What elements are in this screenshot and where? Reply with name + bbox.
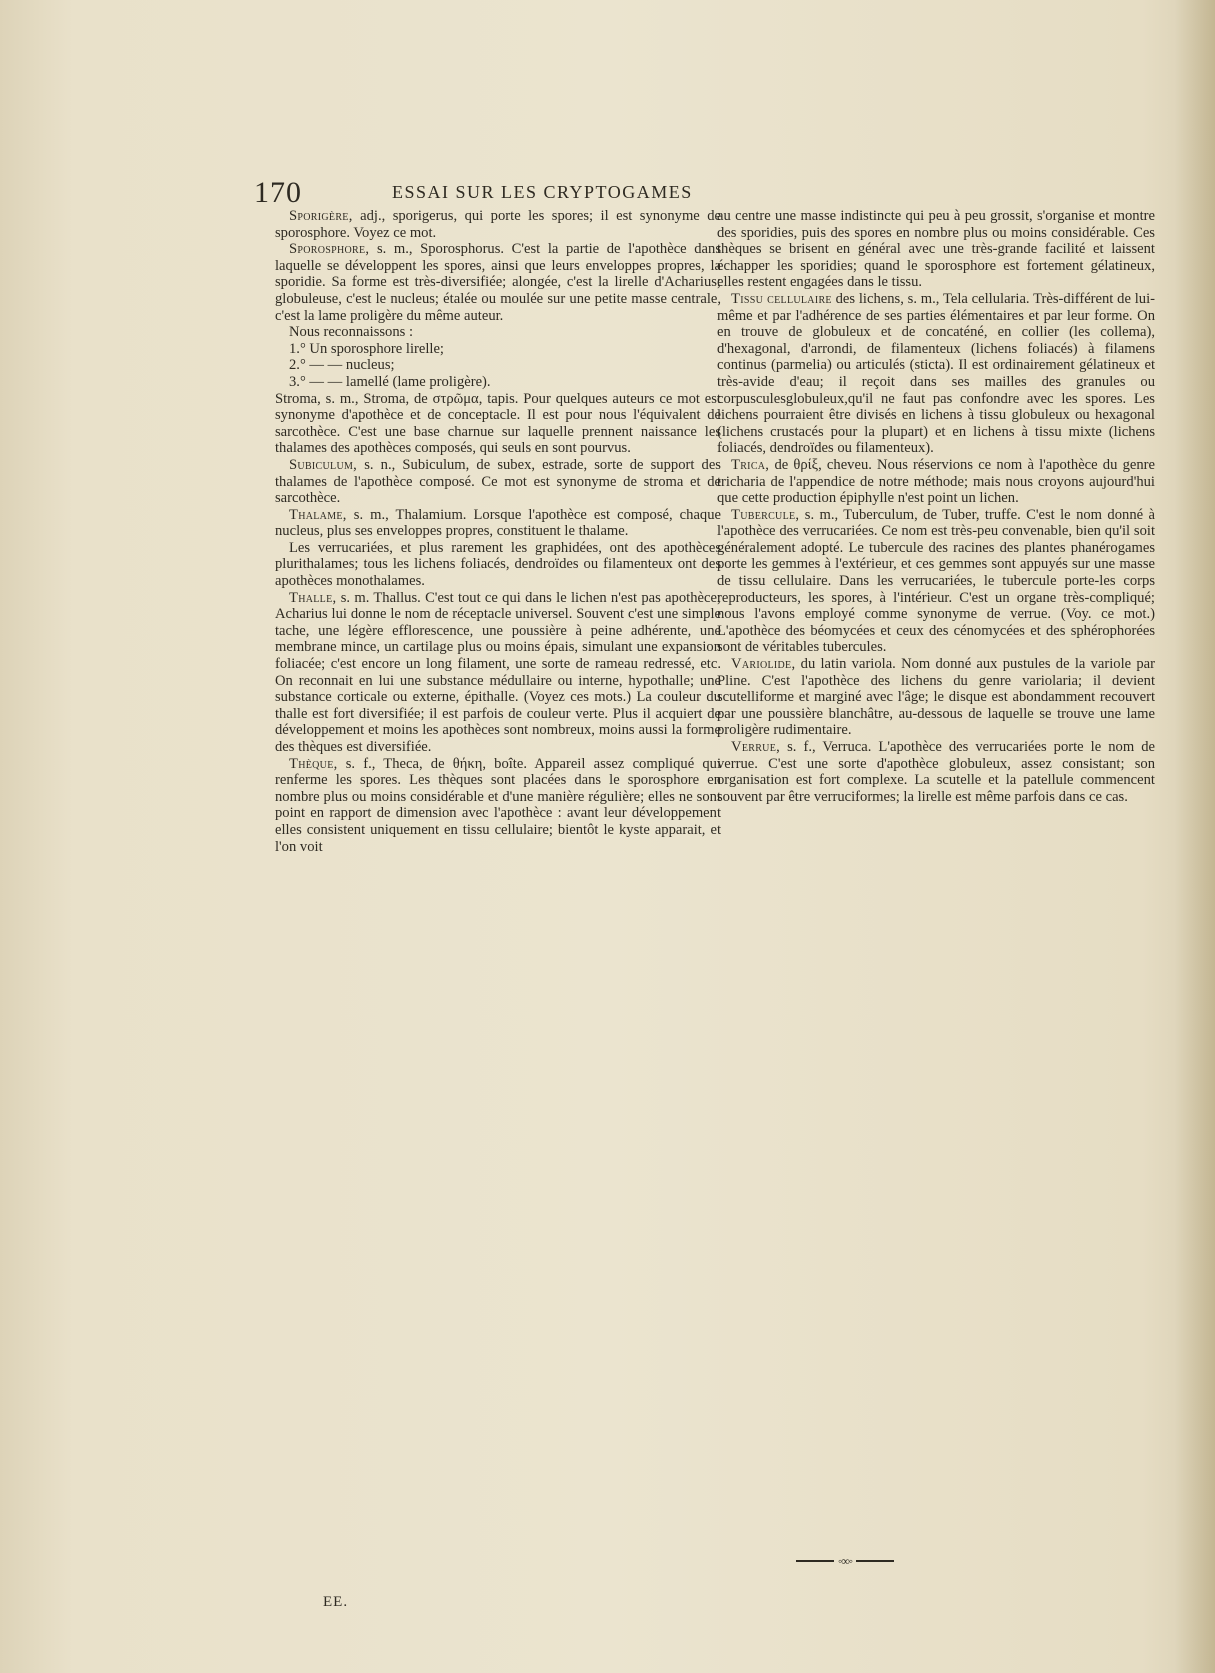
entry-body: s. m., Tuberculum, de Tuber, truffe. C'est le nom donné à l'apothèce des verrucariées. Ce nom est très-peu convenable, bien qu'il soit généralement adopté. Le tubercule des racines des plantes phanérogames porte les gemmes à l'extérieur, et ces gemmes sont appuyés sur une masse de tissu cellulaire. Dans les verrucariées, le tubercule porte-les corps reproducteurs, les spores, à l'intérieur. C'est un organe très-compliqué; nous l'avons employé comme synonyme de verrue. (Voy. ce mot.) L'apothèce des béomycées et ceux des cénomycées et des sphérophorées sont de véritables tubercules.	[717, 506, 1155, 656]
entry-term: Thalame,	[289, 506, 347, 523]
entry-body: s. m., Sporosphorus. C'est la partie de l'apothèce dans laquelle se développent les spores, ainsi que leurs enveloppes propres, la sporidie. Sa forme est très-diversifiée; alongée, c'est la lirelle d'Acharius; globuleuse, c'est le nucleus; étalée ou moulée sur une petite masse centrale, c'est la lame proligère du même auteur.	[275, 241, 721, 324]
entry-thalame	[275, 507, 721, 540]
entry-body: Nous reconnaissons :	[289, 324, 414, 341]
page-number: 170	[254, 176, 302, 209]
paragraph	[717, 208, 1155, 291]
entry-tissu-cellulaire	[717, 291, 1155, 457]
entry-body: Les verrucariées, et plus rarement les graphidées, ont des apothèces plurithalames; tous les lichens foliacés, dendroïdes ou filamenteux ont des apothèces monothalames.	[275, 539, 721, 590]
list-item: 2.° — — nucleus;	[289, 357, 395, 374]
entry-term: Subiculum,	[289, 456, 358, 473]
entry-term: Variolide,	[731, 656, 796, 673]
entry-term: Tissu cellulaire	[731, 290, 832, 307]
entry-verrue	[717, 739, 1155, 805]
entry-body: des lichens, s. m., Tela cellularia. Très-différent de lui-même et par l'adhérence de ses parties élémentaires et par leur forme. On en trouve de globuleux et de concaténé, en collier (les collema), d'hexagonal, d'arrondi, de filamenteux (lichens foliacés) à filamens continus (parmelia) ou articulés (sticta). Il est ordinairement gélatineux et très-avide d'eau; il reçoit dans ses mailles des granules ou corpusculesglobuleux,qu'il ne faut pas confondre avec les spores. Les lichens pourraient être divisés en lichens à tissu globuleux ou hexagonal (lichens crustacés pour la plupart) et en lichens à tissu mixte (lichens foliacés, dendroïdes ou filamenteux).	[717, 290, 1155, 457]
entry-body: Stroma, s. m., Stroma, de στρῶμα, tapis. Pour quelques auteurs ce mot est synonyme d'apothèce et de conceptacle. Il est pour nous l'équivalent de sarcothèce. C'est une base charnue sur laquelle prennent naissance les thalames des apothèces composés, qui seuls en sont pourvus.	[275, 390, 721, 457]
entry-term: Verrue,	[731, 739, 781, 755]
entry-term: Sporigère,	[289, 208, 353, 224]
entry-subiculum	[275, 457, 721, 507]
ornament-icon: ◦∞◦	[837, 1553, 853, 1568]
paragraph	[275, 324, 721, 341]
printer-signature: EE.	[323, 1594, 349, 1610]
entry-body: s. f., Verruca. L'apothèce des verrucariées porte le nom de verrue. C'est une sorte d'apothèce globuleux, assez consistant; son organisation est fort complexe. La scutelle et la patellule commencent souvent par être verruciformes; la lirelle est même parfois dans ce cas.	[717, 739, 1155, 805]
entry-body: de θρίξ, cheveu. Nous réservions ce nom à l'apothèce du genre tricharia de l'appendice de notre méthode; mais nous croyons aujourd'hui que cette production épiphylle n'est point un lichen.	[717, 456, 1155, 507]
fleuron-ornament	[785, 1553, 905, 1568]
entry-body: s. m. Thallus. C'est tout ce qui dans le lichen n'est pas apothèce; Acharius lui donne le nom de réceptacle universel. Souvent c'est une simple tache, une légère efflorescence, une poussière à peine adhérente, une membrane mince, un cartilage plus ou moins épais, simulant une expansion foliacée; c'est encore un long filament, une sorte de rameau redressé, etc. On reconnait en lui une substance médullaire ou interne, hypothalle; une substance corticale ou externe, épithalle. (Voyez ces mots.) La couleur du thalle est fort diversifiée; il est parfois de couleur verte. Plus il acquiert de développement et moins les apothèces sont nombreux, moins aussi la forme des thèques est diversifiée.	[275, 589, 721, 755]
page-edge-shadow	[1175, 0, 1215, 1673]
entry-sporosphore	[275, 241, 721, 324]
entry-sporigere	[275, 208, 721, 241]
entry-body: du latin variola. Nom donné aux pustules de la variole par Pline. C'est l'apothèce des lichens du genre variolaria; il devient scutelliforme et marginé avec l'âge; le disque est abondamment recouvert par une poussière blanchâtre, au-dessous de laquelle se trouve une lame proligère rudimentaire.	[717, 656, 1155, 739]
entry-body: s. f., Theca, de θήκη, boîte. Appareil assez compliqué qui renferme les spores. Les thèques sont placées dans le sporosphore en nombre plus ou moins considérable et d'une manière régulière; elles ne sont point en rapport de dimension avec l'apothèce : avant leur développement elles consistent uniquement en tissu cellulaire; bientôt le kyste apparait, et l'on voit	[275, 755, 721, 855]
entry-trica	[717, 457, 1155, 507]
entry-body: s. n., Subiculum, de subex, estrade, sorte de support des thalames de l'apothèce composé. Ce mot est synonyme de stroma et de sarcothèce.	[275, 456, 721, 507]
entry-term: Tubercule,	[731, 506, 800, 523]
entry-thalle	[275, 590, 721, 756]
entry-theque	[275, 756, 721, 856]
entry-term: Trica,	[731, 456, 770, 473]
list-item: 3.° — — lamellé (lame proligère).	[289, 373, 491, 390]
entry-term: Thèque,	[289, 755, 338, 772]
entry-body: adj., sporigerus, qui porte les spores; il est synonyme de sporosphore. Voyez ce mot.	[275, 208, 721, 241]
entry-variolide	[717, 656, 1155, 739]
rule-line	[796, 1560, 834, 1562]
entry-tubercule	[717, 507, 1155, 656]
paragraph	[275, 540, 721, 590]
entry-body: au centre une masse indistincte qui peu à peu grossit, s'organise et montre des sporidies, puis des spores en nombre plus ou moins considérable. Ces thèques se brisent en général avec une très-grande facilité et laissent échapper les sporidies; quand le sporosphore est fortement gélatineux, elles restent engagées dans le tissu.	[717, 208, 1155, 291]
sporosphore-list	[275, 341, 721, 391]
page-header	[254, 176, 1084, 208]
list-item: 1.° Un sporosphore lirelle;	[289, 340, 444, 357]
right-column	[717, 208, 1155, 805]
left-column	[275, 208, 721, 855]
entry-stroma	[275, 391, 721, 457]
entry-term: Sporosphore,	[289, 241, 370, 258]
entry-body: s. m., Thalamium. Lorsque l'apothèce est composé, chaque nucleus, plus ses enveloppes propres, constituent le thalame.	[275, 506, 721, 540]
running-title: ESSAI SUR LES CRYPTOGAMES	[392, 182, 693, 202]
entry-term: Thalle,	[289, 589, 337, 606]
rule-line	[856, 1560, 894, 1562]
